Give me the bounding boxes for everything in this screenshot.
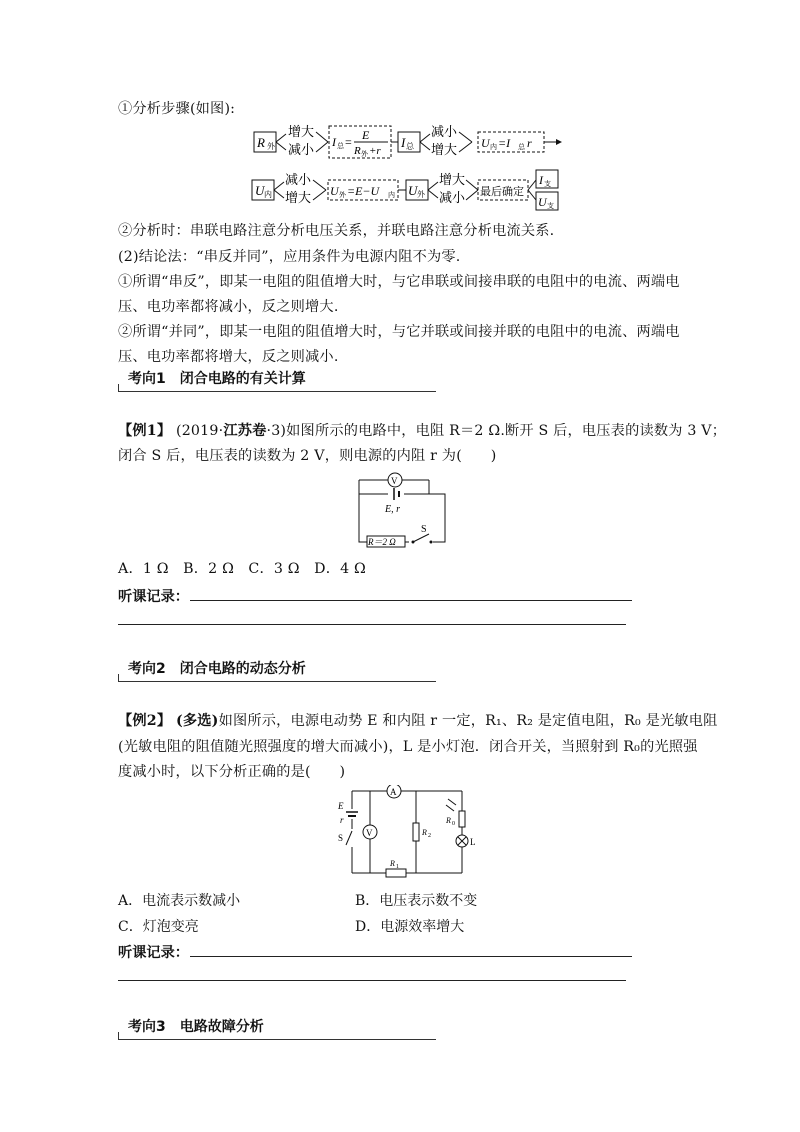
text-line-6: 压、电功率都将增大，反之则减小. (118, 349, 339, 365)
text-line-1: ②分析时：串联电路注意分析电压关系，并联电路注意分析电流关系. (118, 223, 555, 239)
voltmeter-label: V (391, 476, 398, 486)
r-out-label: R (257, 135, 265, 150)
option-a: A．电流表示数减小 (118, 893, 241, 909)
notes-line-1a[interactable] (190, 600, 632, 601)
u-in-u: U (481, 136, 490, 150)
example-1-source: 江苏卷 (223, 423, 267, 439)
text-line-2: (2)结论法：“串反并同”，应用条件为电源内阻不为零. (118, 249, 461, 265)
circuit-diagram-1 (355, 470, 451, 548)
section-tick (118, 1032, 119, 1040)
section-underline (118, 1039, 436, 1040)
u-out-box-label: U (408, 183, 418, 198)
ix-label: I (539, 173, 543, 187)
circuit-diagram-2 (336, 785, 476, 881)
u-out-sub: 外 (339, 191, 346, 199)
section-tick (118, 384, 119, 392)
flow-inc-3: 增大 (285, 190, 312, 205)
ix-sub: 支 (544, 180, 551, 188)
flow-inc-1: 增大 (288, 124, 315, 139)
section-header-2 (118, 656, 438, 682)
flow-dec-4: 减小 (439, 190, 466, 205)
section-title: 考向1 闭合电路的有关计算 (128, 371, 306, 387)
section-underline (118, 391, 436, 392)
notes-line-2b[interactable] (118, 980, 626, 981)
text-line-3: ①所谓“串反”，即某一电阻的阻值增大时，与它串联或间接串联的电阻中的电流、两端电 (118, 274, 680, 290)
u-in-r: r (527, 136, 532, 150)
emf-label: E (338, 801, 344, 811)
example-1-tag: 【例1】 (118, 423, 172, 439)
r2-resistor-icon (413, 823, 419, 841)
source-label: E, r (385, 504, 400, 515)
u-out-eq: =E−U (347, 184, 380, 198)
analysis-flow-diagram (250, 118, 570, 214)
notes-line-2a[interactable] (190, 956, 632, 957)
r1-label: R (390, 859, 395, 868)
final-label: 最后确定 (480, 186, 524, 198)
u-out-sub2: 内 (388, 191, 395, 199)
resistor-label: R＝2 Ω (368, 537, 396, 547)
section-title: 考向2 闭合电路的动态分析 (128, 661, 306, 677)
i-formula-num: E (362, 128, 370, 142)
option-d: D．电源效率增大 (355, 919, 465, 935)
example-2-line-2: (光敏电阻的阻值随光照强度的增大而减小)，L 是小灯泡．闭合开关，当照射到 R₀的光照强 (118, 739, 698, 755)
section-title: 考向3 电路故障分析 (128, 1019, 264, 1035)
i-formula-den-sub: 外 (361, 150, 368, 158)
u-in-box-sub: 内 (264, 190, 272, 199)
r0-sub: 0 (452, 821, 455, 827)
r1-sub: 1 (396, 864, 399, 870)
option-c: C．灯泡变亮 (118, 919, 199, 935)
r2-sub: 2 (428, 833, 431, 839)
example-1-line-2: 闭合 S 后，电压表的读数为 2 V，则电源的内阻 r 为( ) (118, 448, 497, 464)
u-in-eq: =I (498, 136, 511, 150)
flow-inc-2: 增大 (431, 142, 458, 157)
switch-label: S (421, 524, 427, 535)
notes-label-2: 听课记录： (118, 945, 189, 961)
section-tick (118, 674, 119, 682)
u-in-box-label: U (255, 183, 265, 198)
section-header-1 (118, 366, 438, 392)
u-out-box-sub: 外 (417, 190, 425, 199)
i-formula-i: I (332, 135, 336, 149)
example-2-tag: 【例2】 (118, 713, 172, 729)
text-line-5: ②所谓“并同”，即某一电阻的阻值增大时，与它并联或间接并联的电阻中的电流、两端电 (118, 324, 680, 340)
flow-dec-3: 减小 (285, 172, 312, 187)
step-heading: ①分析步骤(如图): (118, 101, 236, 117)
example-2-line-1 (118, 710, 718, 730)
example-1-text: ·3)如图所示的电路中，电阻 R＝2 Ω.断开 S 后，电压表的读数为 3 V； (266, 423, 727, 439)
r2-label: R (422, 828, 427, 837)
i-formula-den-r: R (354, 145, 361, 157)
ux-sub: 支 (547, 202, 554, 210)
i-formula-den-plus: +r (369, 145, 381, 157)
flow-dec-1: 减小 (288, 142, 315, 157)
text-line-4: 压、电功率都将减小，反之则增大. (118, 299, 339, 315)
i-formula-eq: = (345, 135, 352, 149)
r0-label: R (446, 816, 451, 825)
example-2-line-3: 度减小时，以下分析正确的是( ) (118, 764, 346, 780)
flow-inc-4: 增大 (439, 172, 466, 187)
ux-label: U (538, 195, 547, 209)
r-out-sub: 外 (267, 142, 275, 151)
example-1-options: A．1 Ω B．2 Ω C．3 Ω D．4 Ω (118, 561, 367, 577)
notes-label-1: 听课记录： (118, 589, 189, 605)
voltmeter-label: V (366, 828, 373, 838)
ammeter-label: A (390, 787, 397, 797)
section-underline (118, 681, 436, 682)
switch-label: S (338, 833, 344, 843)
example-1-line-1 (118, 420, 726, 440)
example-1-source-pre: (2019· (175, 423, 224, 439)
r0-resistor-icon (459, 811, 465, 827)
section-header-3 (118, 1014, 438, 1040)
u-in-sub: 内 (490, 143, 497, 151)
lamp-label: L (470, 837, 476, 847)
internal-r-label: r (340, 815, 344, 825)
u-out-u: U (330, 184, 339, 198)
i-total-sub: 总 (406, 142, 414, 151)
example-2-multi: (多选) (175, 713, 219, 729)
flow-dec-2: 减小 (431, 124, 458, 139)
notes-line-1b[interactable] (118, 624, 626, 625)
option-b: B．电压表示数不变 (355, 893, 478, 909)
i-total-label: I (401, 135, 406, 150)
example-2-text-1: 如图所示，电源电动势 E 和内阻 r 一定，R₁、R₂ 是定值电阻，R₀ 是光敏电阻 (218, 713, 718, 729)
u-in-sub2: 总 (518, 143, 525, 151)
i-formula-sub: 总 (337, 142, 344, 150)
r1-resistor-icon (386, 869, 406, 877)
